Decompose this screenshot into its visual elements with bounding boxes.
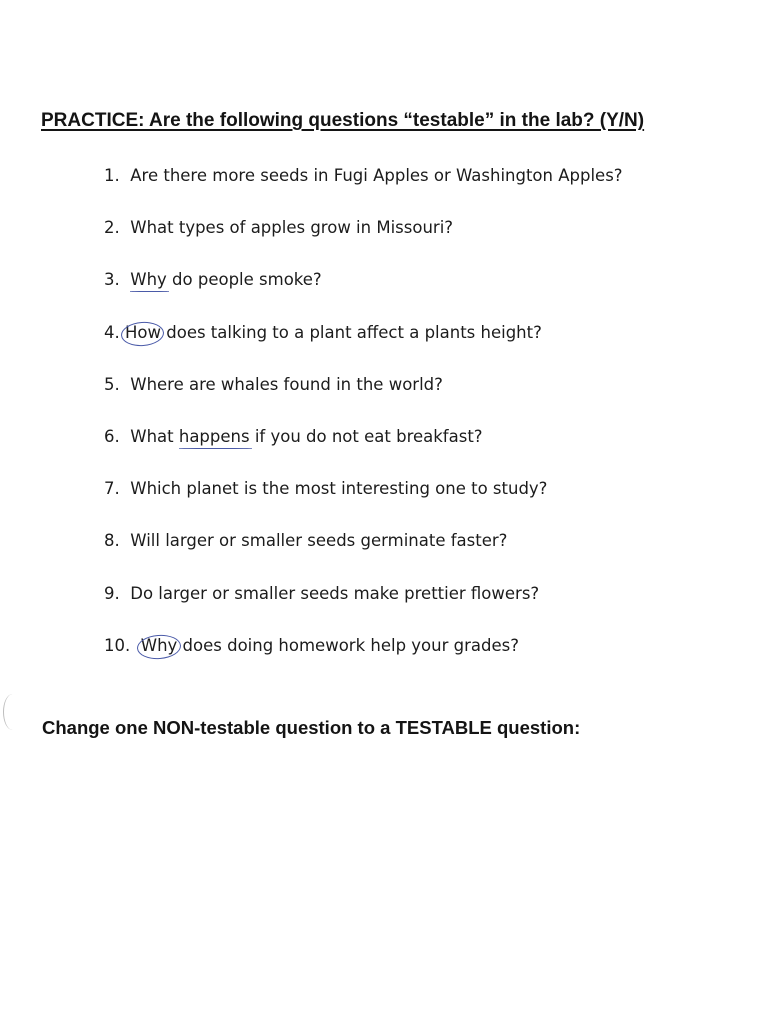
- scan-margin-mark: [3, 694, 22, 730]
- question-5: [104, 371, 704, 423]
- question-number: 7.: [104, 479, 125, 499]
- change-question-prompt: Change one NON-testable question to a TESTABLE question:: [42, 717, 581, 738]
- question-2: [104, 214, 704, 266]
- question-number: 2.: [104, 218, 125, 238]
- question-text: What: [130, 426, 179, 446]
- underlined-word-happens: happens: [179, 423, 250, 451]
- question-text: Are there more seeds in Fugi Apples or Washington Apples?: [130, 166, 623, 185]
- circled-word-why: Why: [141, 632, 178, 660]
- question-text: does doing homework help your grades?: [177, 635, 519, 655]
- question-text: if you do not eat breakfast?: [249, 426, 483, 446]
- question-number: 10.: [104, 635, 136, 655]
- question-1: [104, 162, 704, 214]
- question-number: 9.: [104, 583, 125, 603]
- question-text: does talking to a plant affect a plants height?: [161, 322, 542, 342]
- circled-word-how: How: [125, 319, 161, 347]
- question-number: 1.: [104, 166, 125, 185]
- question-number: 5.: [104, 374, 125, 394]
- question-text: Do larger or smaller seeds make prettier flowers?: [130, 583, 540, 603]
- question-10: [104, 632, 704, 684]
- question-number: 6.: [104, 426, 125, 446]
- question-6: [104, 423, 704, 475]
- question-number: 8.: [104, 531, 125, 551]
- worksheet-title: [41, 107, 741, 135]
- question-text: Where are whales found in the world?: [130, 374, 443, 394]
- question-9: [104, 580, 704, 632]
- question-text: What types of apples grow in Missouri?: [130, 218, 454, 238]
- question-4: [104, 319, 704, 371]
- worksheet-title-text: PRACTICE: Are the following questions “testable” in the lab? (Y/N): [41, 110, 645, 131]
- question-number: 4.: [104, 322, 125, 342]
- underlined-word-why: Why: [130, 266, 167, 294]
- question-list: [104, 162, 704, 684]
- question-text: Will larger or smaller seeds germinate faster?: [130, 531, 508, 551]
- question-text: do people smoke?: [166, 270, 322, 290]
- question-8: [104, 527, 704, 579]
- question-7: [104, 475, 704, 527]
- question-3: [104, 266, 704, 318]
- question-text: Which planet is the most interesting one to study?: [130, 479, 548, 499]
- question-number: 3.: [104, 270, 125, 290]
